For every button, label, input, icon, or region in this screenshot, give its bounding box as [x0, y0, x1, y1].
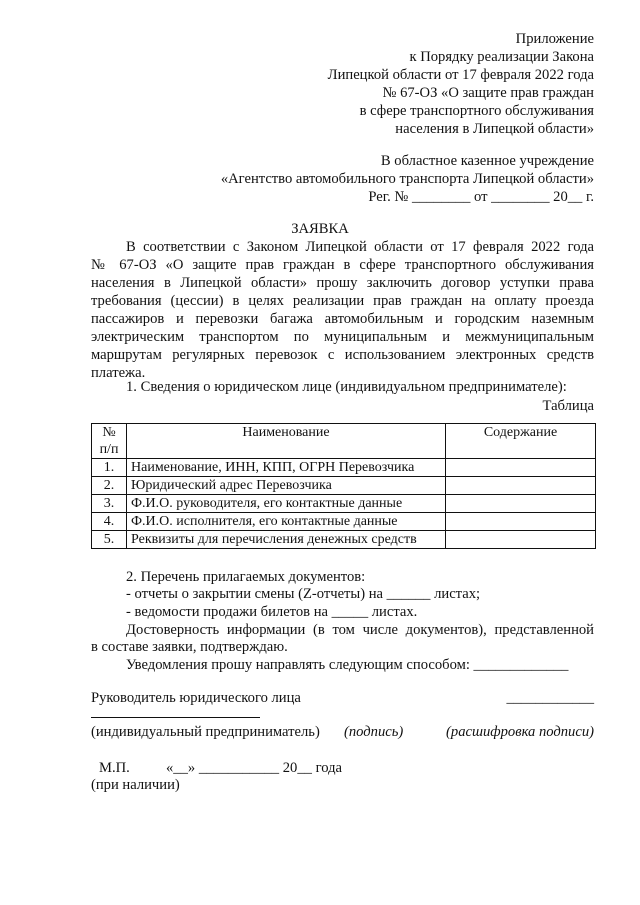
signature-blank: ____________: [506, 690, 594, 706]
row-content[interactable]: [446, 459, 596, 477]
intro-line: платежа.: [91, 365, 146, 381]
addressee-line: «Агентство автомобильного транспорта Липецкой области»: [220, 171, 594, 187]
table-row: [92, 477, 596, 495]
attachment-item: - ведомости продажи билетов на _____ листах.: [126, 604, 418, 620]
row-name: Наименование, ИНН, КПП, ОГРН Перевозчика: [127, 459, 446, 477]
header-line: в сфере транспортного обслуживания: [359, 103, 594, 119]
row-number: 3.: [92, 495, 127, 513]
company-info-table: [91, 423, 596, 549]
confirmation-line: Достоверность информации (в том числе документов), представленной: [126, 622, 594, 638]
stamp-note: (при наличии): [91, 777, 180, 793]
header-line: Приложение: [515, 31, 594, 47]
attachment-item: - отчеты о закрытии смены (Z-отчеты) на ______ листах;: [126, 586, 481, 602]
row-name: Ф.И.О. руководителя, его контактные данные: [127, 495, 446, 513]
row-content[interactable]: [446, 531, 596, 549]
signature-decode-label: (расшифровка подписи): [446, 724, 594, 740]
header-line: № 67-ОЗ «О защите прав граждан: [382, 85, 594, 101]
row-number: 4.: [92, 513, 127, 531]
signature-underline: [91, 717, 260, 718]
table-header-row: [92, 424, 596, 459]
signatory-role: Руководитель юридического лица: [91, 690, 301, 706]
column-header-number: № п/п: [92, 424, 127, 459]
row-content[interactable]: [446, 495, 596, 513]
row-number: 1.: [92, 459, 127, 477]
row-number: 2.: [92, 477, 127, 495]
table-row: [92, 531, 596, 549]
header-line: к Порядку реализации Закона: [409, 49, 594, 65]
intro-line: требования (цессии) в целях реализации прав граждан на оплату проезда: [91, 293, 594, 309]
table-caption: Таблица: [542, 398, 594, 414]
stamp-label: М.П.: [99, 760, 130, 776]
table-row: [92, 495, 596, 513]
row-name: Реквизиты для перечисления денежных средств: [127, 531, 446, 549]
intro-line: В соответствии с Законом Липецкой области от 17 февраля 2022 года: [126, 239, 594, 255]
intro-line: электрическим транспортом по муниципальным и межмуниципальным: [91, 329, 594, 345]
row-number: 5.: [92, 531, 127, 549]
section1-heading: 1. Сведения о юридическом лице (индивидуальном предпринимателе):: [126, 379, 567, 395]
addressee-line: В областное казенное учреждение: [380, 153, 594, 169]
header-line: Липецкой области от 17 февраля 2022 года: [327, 67, 594, 83]
row-content[interactable]: [446, 477, 596, 495]
intro-line: населения в Липецкой области» прошу заключить договор уступки права: [91, 275, 594, 291]
row-name: Ф.И.О. исполнителя, его контактные данные: [127, 513, 446, 531]
section2-heading: 2. Перечень прилагаемых документов:: [126, 569, 366, 585]
intro-line: пассажиров и перевозки багажа автомобильным и городским наземным: [91, 311, 594, 327]
signatory-role-note: (индивидуальный предприниматель): [91, 724, 320, 740]
confirmation-line: в составе заявки, подтверждаю.: [91, 639, 288, 655]
intro-line: № 67-ОЗ «О защите прав граждан в сфере транспортного обслуживания: [91, 257, 594, 273]
notification-method: Уведомления прошу направлять следующим способом: _____________: [126, 657, 569, 673]
column-header-name: Наименование: [127, 424, 446, 459]
row-name: Юридический адрес Перевозчика: [127, 477, 446, 495]
registration-line: Рег. № ________ от ________ 20__ г.: [368, 189, 594, 205]
signature-label: (подпись): [344, 724, 404, 740]
intro-line: маршрутам регулярных перевозок с использованием электронных средств: [91, 347, 594, 363]
date-line: «__» ___________ 20__ года: [166, 760, 342, 776]
document-title: ЗАЯВКА: [291, 221, 349, 237]
row-content[interactable]: [446, 513, 596, 531]
table-row: [92, 459, 596, 477]
table-row: [92, 513, 596, 531]
header-line: населения в Липецкой области»: [395, 121, 594, 137]
column-header-content: Содержание: [446, 424, 596, 459]
